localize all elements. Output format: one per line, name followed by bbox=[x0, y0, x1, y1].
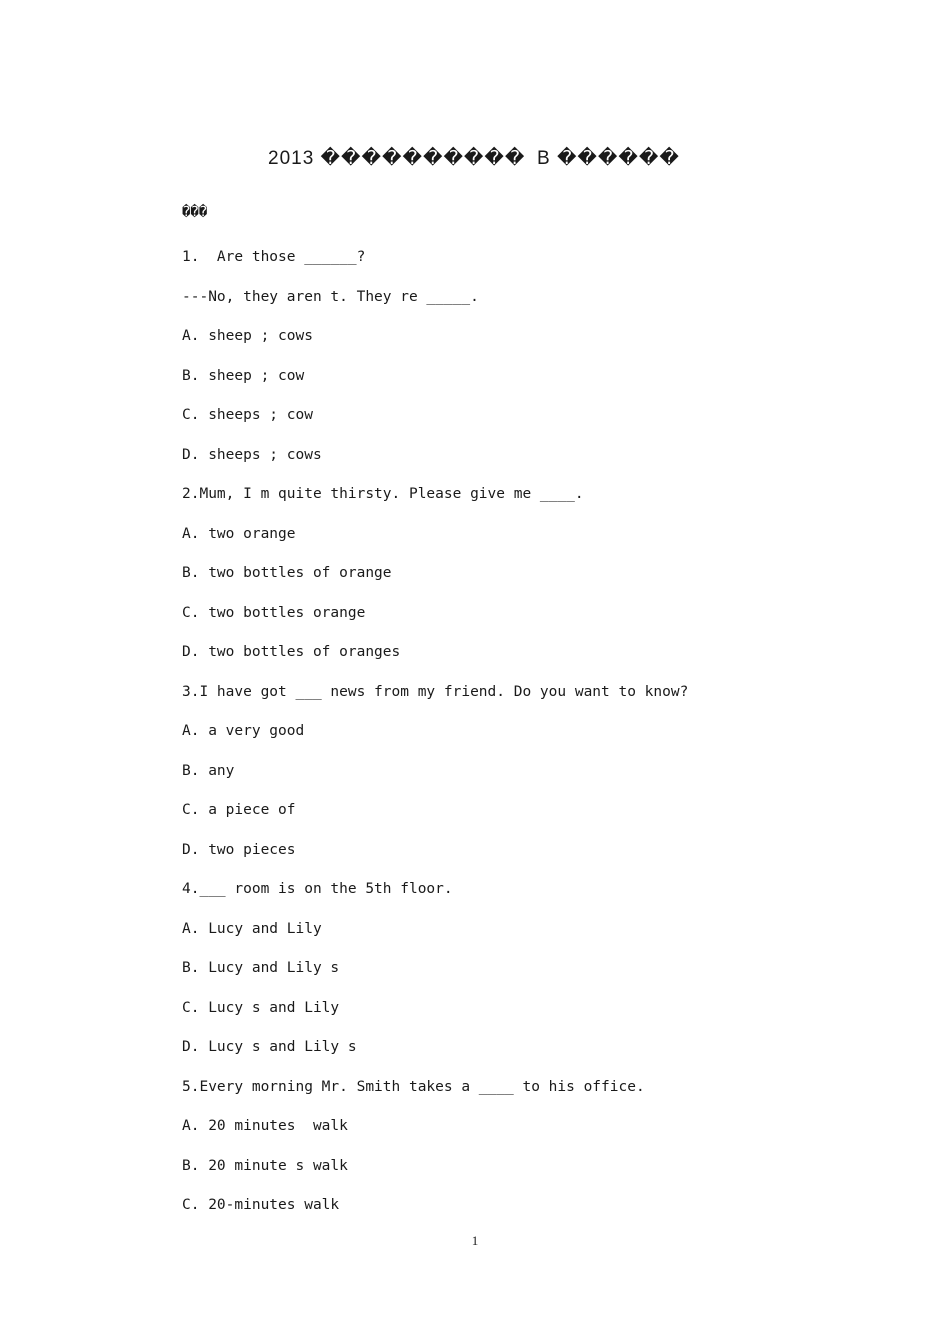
answer-option: D. two pieces bbox=[182, 841, 296, 858]
answer-option: C. two bottles orange bbox=[182, 604, 366, 621]
answer-option: B. two bottles of orange bbox=[182, 565, 392, 581]
answer-option: A. 20 minutes walk bbox=[182, 1118, 348, 1134]
question-line: ---No, they aren t. They re _____. bbox=[182, 288, 479, 305]
answer-option: C. sheeps ; cow bbox=[182, 407, 313, 423]
answer-option: A. Lucy and Lily bbox=[182, 920, 322, 937]
answer-option: B. Lucy and Lily s bbox=[182, 960, 340, 976]
answer-option: A. a very good bbox=[182, 723, 305, 739]
answer-option: D. two bottles of oranges bbox=[182, 644, 401, 660]
answer-option: B. sheep ; cow bbox=[182, 367, 305, 384]
question-line: 4.___ room is on the 5th floor. bbox=[182, 881, 453, 897]
page-number: 1 bbox=[471, 1233, 479, 1248]
answer-option: B. 20 minute s walk bbox=[182, 1157, 348, 1174]
answer-option: D. Lucy s and Lily s bbox=[182, 1039, 357, 1055]
section-heading: ��� bbox=[182, 204, 208, 220]
answer-option: C. 20-minutes walk bbox=[182, 1197, 340, 1213]
document-title: 2013 ���������� bbox=[268, 148, 526, 169]
answer-option: A. two orange bbox=[182, 525, 296, 542]
answer-option: A. sheep ; cows bbox=[182, 328, 313, 344]
answer-option: D. sheeps ; cows bbox=[182, 446, 322, 463]
question-line: 5.Every morning Mr. Smith takes a ____ to his office. bbox=[182, 1078, 645, 1095]
answer-option: C. a piece of bbox=[182, 802, 296, 818]
document-title-part-b: B ������ bbox=[537, 148, 680, 169]
question-line: 2.Mum, I m quite thirsty. Please give me ____. bbox=[182, 486, 584, 502]
answer-option: B. any bbox=[182, 762, 235, 779]
answer-option: C. Lucy s and Lily bbox=[182, 999, 340, 1016]
question-list bbox=[182, 246, 688, 1234]
question-line: 3.I have got ___ news from my friend. Do you want to know? bbox=[182, 683, 689, 700]
question-line: 1. Are those ______? bbox=[182, 249, 366, 265]
